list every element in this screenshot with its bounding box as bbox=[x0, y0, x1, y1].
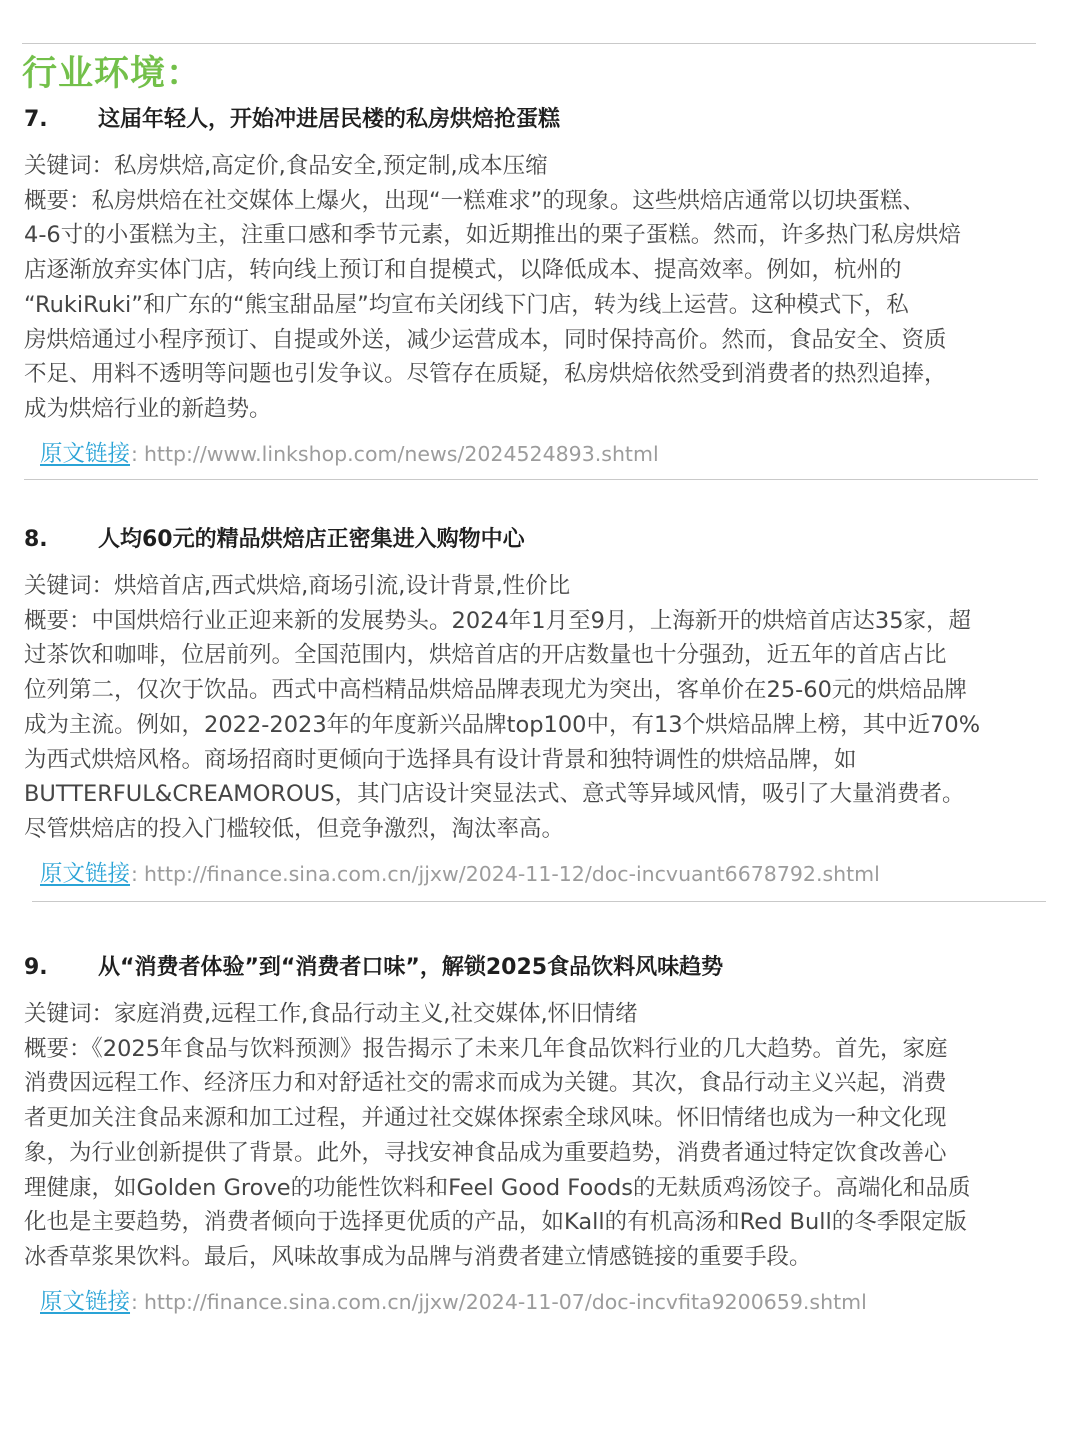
source-link-url[interactable]: http://www.linkshop.com/news/2024524893.shtml bbox=[143, 441, 659, 466]
summary-line: 理健康，如Golden Grove的功能性饮料和Feel Good Foods的无麸质鸡汤饺子。高端化和品质 bbox=[24, 1174, 971, 1201]
source-link-row bbox=[40, 1288, 1034, 1316]
summary-line: 概要：私房烘焙在社交媒体上爆火，出现“一糕难求”的现象。这些烘焙店通常以切块蛋糕、 bbox=[24, 187, 925, 214]
summary-line: 概要：中国烘焙行业正迎来新的发展势头。2024年1月至9月，上海新开的烘焙首店达35家，超 bbox=[24, 607, 972, 634]
summary-line: 者更加关注食品来源和加工过程，并通过社交媒体探索全球风味。怀旧情绪也成为一种文化现 bbox=[24, 1105, 947, 1132]
section-title: 行业环境： bbox=[22, 54, 203, 94]
summary-line: 消费因远程工作、经济压力和对舒适社交的需求而成为关键。其次，食品行动主义兴起，消费 bbox=[24, 1070, 947, 1097]
article-number: 8. bbox=[24, 527, 48, 552]
article-summary bbox=[24, 1032, 1034, 1275]
article-summary bbox=[24, 604, 1034, 847]
link-separator: : bbox=[131, 1289, 138, 1314]
summary-line: 象，为行业创新提供了背景。此外，寻找安神食品成为重要趋势，消费者通过特定饮食改善心 bbox=[24, 1139, 947, 1166]
summary-line: 概要：《2025年食品与饮料预测》报告揭示了未来几年食品饮料行业的几大趋势。首先，家庭 bbox=[24, 1035, 948, 1062]
summary-line: 尽管烘焙店的投入门槛较低，但竞争激烈，淘汰率高。 bbox=[24, 815, 565, 842]
summary-line: 为西式烘焙风格。商场招商时更倾向于选择具有设计背景和独特调性的烘焙品牌，如 bbox=[24, 746, 857, 773]
summary-line: “RukiRuki”和广东的“熊宝甜品屋”均宣布关闭线下门店，转为线上运营。这种模式下，私 bbox=[24, 291, 909, 318]
article-title: 从“消费者体验”到“消费者口味”，解锁2025食品饮料风味趋势 bbox=[98, 955, 724, 980]
article-heading bbox=[24, 105, 1034, 135]
article-heading bbox=[24, 953, 1034, 983]
link-separator: : bbox=[131, 441, 138, 466]
article-item bbox=[24, 525, 1034, 888]
article-title: 人均60元的精品烘焙店正密集进入购物中心 bbox=[98, 527, 525, 552]
summary-line: 不足、用料不透明等问题也引发争议。尽管存在质疑，私房烘焙依然受到消费者的热烈追捧， bbox=[24, 361, 947, 388]
summary-line: 成为主流。例如，2022-2023年的年度新兴品牌top100中，有13个烘焙品牌上榜，其中近70% bbox=[24, 711, 981, 738]
summary-line: 冰香草浆果饮料。最后，风味故事成为品牌与消费者建立情感链接的重要手段。 bbox=[24, 1243, 812, 1270]
summary-line: 过茶饮和咖啡，位居前列。全国范围内，烘焙首店的开店数量也十分强劲，近五年的首店占比 bbox=[24, 642, 947, 669]
source-link-url[interactable]: http://finance.sina.com.cn/jjxw/2024-11-07/doc-incvfita9200659.shtml bbox=[143, 1289, 867, 1314]
article-title: 这届年轻人，开始冲进居民楼的私房烘焙抢蛋糕 bbox=[98, 107, 561, 132]
source-link-label[interactable]: 原文链接 bbox=[40, 860, 131, 887]
article-keywords: 关键词：家庭消费,远程工作,食品行动主义,社交媒体,怀旧情绪 bbox=[24, 1001, 638, 1027]
summary-line: 成为烘焙行业的新趋势。 bbox=[24, 395, 272, 422]
top-divider bbox=[22, 43, 1036, 44]
source-link-row bbox=[40, 440, 1034, 468]
article-divider bbox=[32, 901, 1046, 902]
summary-line: 化也是主要趋势，消费者倾向于选择更优质的产品，如Kall的有机高汤和Red Bull的冬季限定版 bbox=[24, 1209, 967, 1236]
article-divider bbox=[24, 479, 1038, 480]
source-link-url[interactable]: http://finance.sina.com.cn/jjxw/2024-11-12/doc-incvuant6678792.shtml bbox=[143, 861, 880, 886]
article-keywords: 关键词：烘焙首店,西式烘焙,商场引流,设计背景,性价比 bbox=[24, 573, 571, 599]
article-number: 9. bbox=[24, 955, 48, 980]
article-item bbox=[24, 105, 1034, 468]
article-keywords: 关键词：私房烘焙,高定价,食品安全,预定制,成本压缩 bbox=[24, 153, 548, 179]
summary-line: 房烘焙通过小程序预订、自提或外送，减少运营成本，同时保持高价。然而，食品安全、资质 bbox=[24, 326, 947, 353]
article-number: 7. bbox=[24, 107, 48, 132]
link-separator: : bbox=[131, 861, 138, 886]
source-link-label[interactable]: 原文链接 bbox=[40, 1288, 131, 1315]
source-link-label[interactable]: 原文链接 bbox=[40, 440, 131, 467]
summary-line: 位列第二，仅次于饮品。西式中高档精品烘焙品牌表现尤为突出，客单价在25-60元的烘焙品牌 bbox=[24, 677, 967, 704]
source-link-row bbox=[40, 860, 1034, 888]
article-item bbox=[24, 953, 1034, 1316]
article-heading bbox=[24, 525, 1034, 555]
summary-line: BUTTERFUL&CREAMOROUS，其门店设计突显法式、意式等异域风情，吸引了大量消费者。 bbox=[24, 781, 965, 808]
summary-line: 店逐渐放弃实体门店，转向线上预订和自提模式，以降低成本、提高效率。例如，杭州的 bbox=[24, 257, 902, 284]
article-summary bbox=[24, 184, 1034, 427]
summary-line: 4-6寸的小蛋糕为主，注重口感和季节元素，如近期推出的栗子蛋糕。然而，许多热门私房烘焙 bbox=[24, 222, 961, 249]
